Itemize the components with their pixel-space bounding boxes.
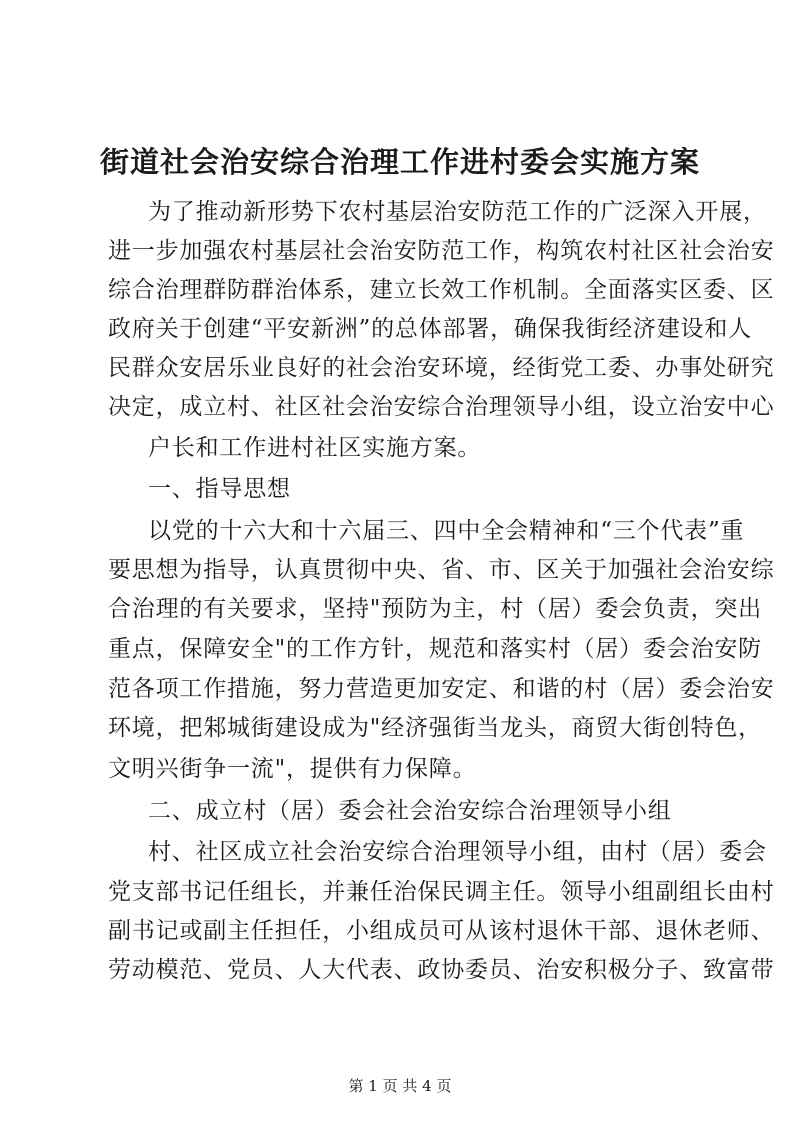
body-line: 范各项工作措施，努力营造更加安定、和谐的村（居）委会治安 bbox=[108, 676, 775, 702]
body-line: 决定，成立村、社区社会治安综合治理领导小组，设立治安中心 bbox=[108, 394, 775, 420]
body-line: 重点，保障安全"的工作方针，规范和落实村（居）委会治安防 bbox=[108, 636, 762, 662]
body-line: 进一步加强农村基层社会治安防范工作，构筑农村社区社会治安 bbox=[108, 238, 775, 264]
body-line: 党支部书记任组长，并兼任治保民调主任。领导小组副组长由村 bbox=[108, 879, 775, 905]
body-line: 综合治理群防群治体系，建立长效工作机制。全面落实区委、区 bbox=[108, 277, 775, 303]
body-line: 环境，把邾城街建设成为"经济强街当龙头，商贸大街创特色， bbox=[108, 715, 762, 741]
body-line: 合治理的有关要求，坚持"预防为主，村（居）委会负责，突出 bbox=[108, 596, 762, 622]
body-line: 户长和工作进村社区实施方案。 bbox=[148, 435, 482, 461]
body-line: 文明兴街争一流"，提供有力保障。 bbox=[108, 756, 477, 782]
document-title: 街道社会治安综合治理工作进村委会实施方案 bbox=[99, 145, 700, 179]
body-line: 政府关于创建“平安新洲”的总体部署，确保我街经济建设和人 bbox=[108, 316, 752, 342]
body-line: 民群众安居乐业良好的社会治安环境，经街党工委、办事处研究 bbox=[108, 355, 775, 381]
body-line: 要思想为指导，认真贯彻中央、省、市、区关于加强社会治安综 bbox=[108, 557, 775, 583]
body-line: 为了推动新形势下农村基层治安防范工作的广泛深入开展， bbox=[148, 199, 767, 225]
page-number: 第 1 页 共 4 页 bbox=[348, 1077, 452, 1095]
body-line: 副书记或副主任担任，小组成员可从该村退休干部、退休老师、 bbox=[108, 918, 775, 944]
body-line: 村、社区成立社会治安综合治理领导小组，由村（居）委会 bbox=[148, 839, 767, 865]
body-line: 以党的十六大和十六届三、四中全会精神和“三个代表”重 bbox=[148, 518, 745, 544]
section-heading: 二、成立村（居）委会社会治安综合治理领导小组 bbox=[148, 798, 672, 824]
section-heading: 一、指导思想 bbox=[148, 476, 291, 502]
body-line: 劳动模范、党员、人大代表、政协委员、治安积极分子、致富带 bbox=[108, 957, 775, 983]
